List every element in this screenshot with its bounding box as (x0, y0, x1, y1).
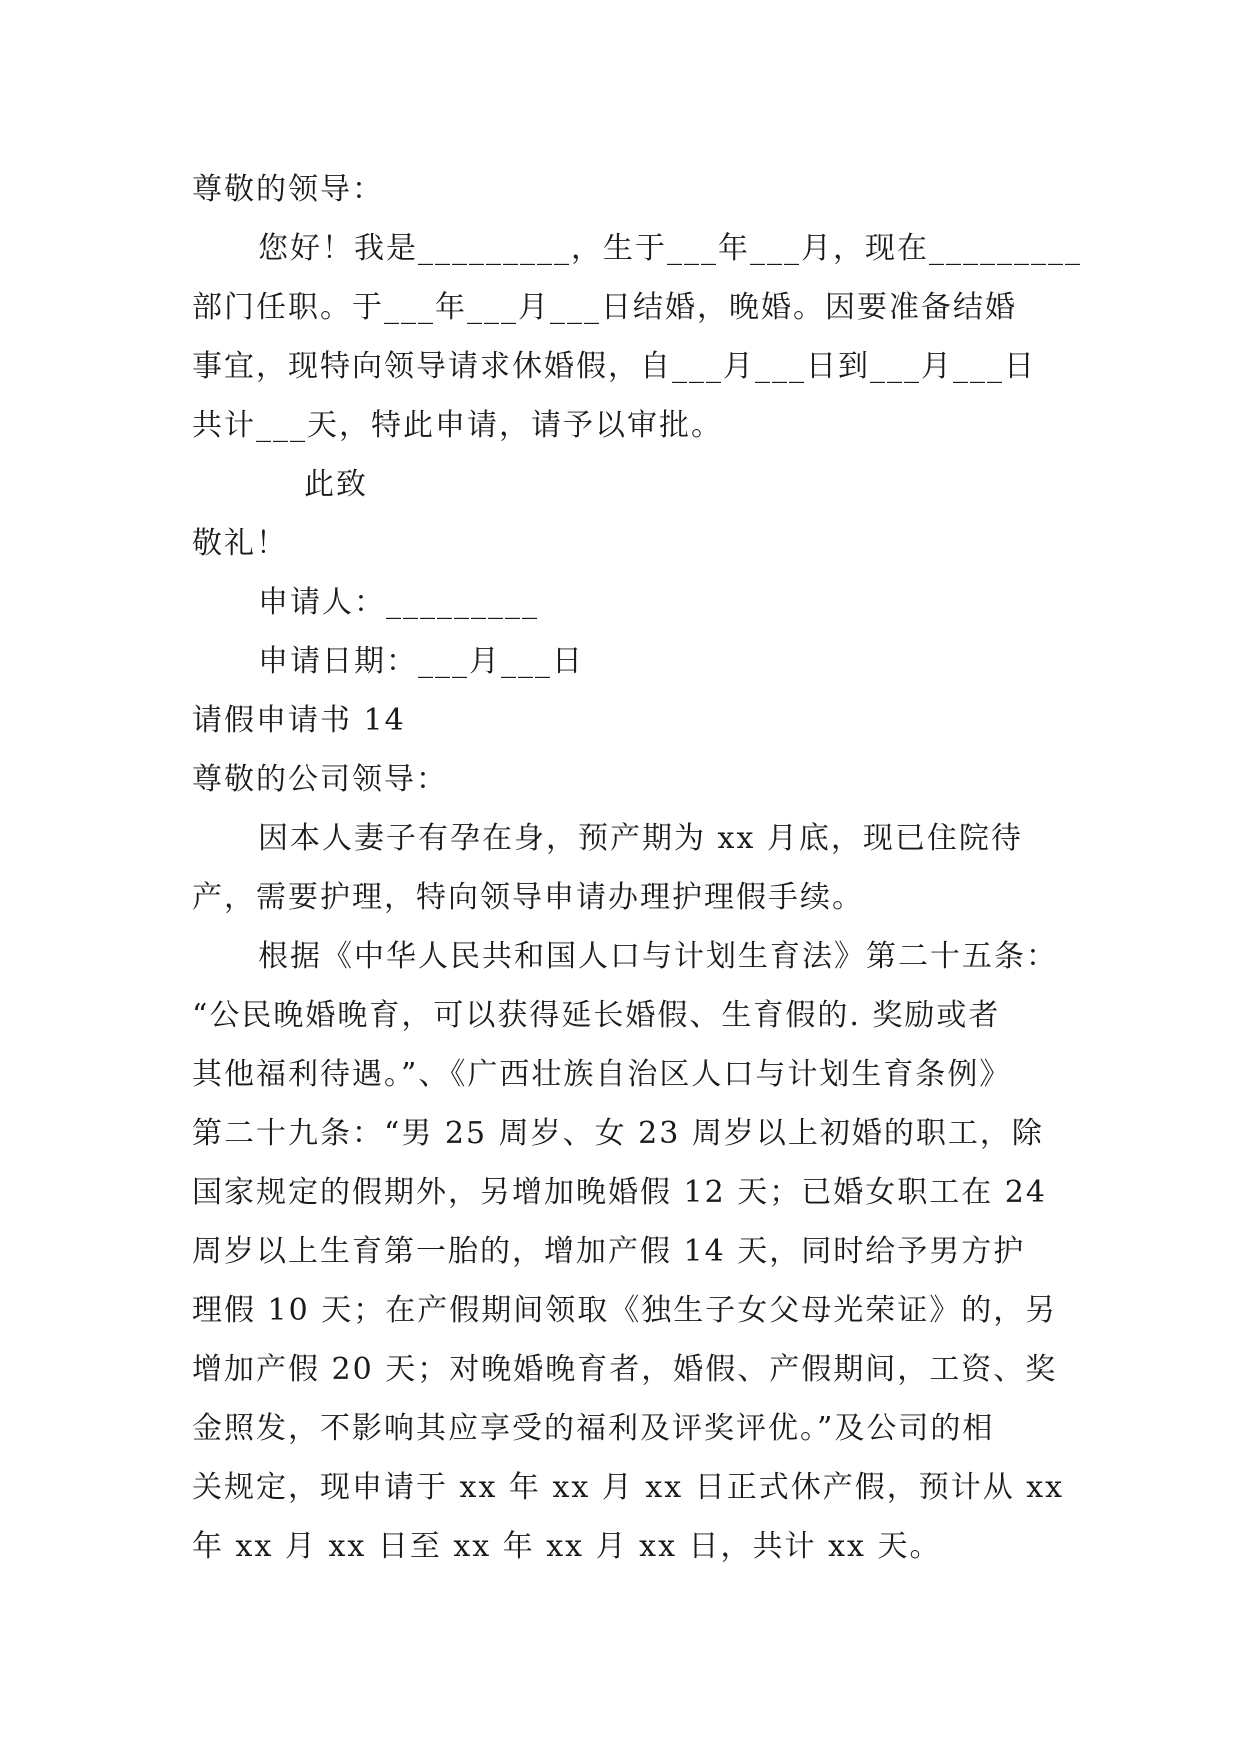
letter2-para2-line: 金照发，不影响其应享受的福利及评奖评优。”及公司的相 (192, 1411, 995, 1446)
letter1-date: 申请日期：___月___日 (258, 644, 584, 679)
letter1-applicant: 申请人：_________ (258, 585, 539, 620)
letter2-para2-line: “公民晚婚晚育，可以获得延长婚假、生育假的. 奖励或者 (192, 998, 1001, 1033)
letter1-body-line: 事宜，现特向领导请求休婚假，自___月___日到___月___日 (192, 349, 1036, 384)
document-body (192, 160, 1082, 1576)
letter1-body-line: 共计___天，特此申请，请予以审批。 (192, 408, 723, 443)
letter2-para2-line: 理假 10 天；在产假期间领取《独生子女父母光荣证》的，另 (192, 1293, 1058, 1328)
letter2-para2-line: 增加产假 20 天；对晚婚晚育者，婚假、产假期间，工资、奖 (192, 1352, 1058, 1387)
letter2-para1-line: 产，需要护理，特向领导申请办理护理假手续。 (192, 880, 864, 915)
letter1-closing-cizhi: 此致 (304, 467, 368, 502)
letter1-closing-jingli: 敬礼！ (192, 526, 288, 561)
letter2-para2-line: 第二十九条：“男 25 周岁、女 23 周岁以上初婚的职工，除 (192, 1116, 1044, 1151)
letter2-salutation: 尊敬的公司领导： (192, 762, 448, 797)
letter2-para2-line: 周岁以上生育第一胎的，增加产假 14 天，同时给予男方护 (192, 1234, 1026, 1269)
letter2-para2-line: 其他福利待遇。”、《广西壮族自治区人口与计划生育条例》 (192, 1057, 1012, 1092)
letter1-body-line: 您好！我是_________，生于___年___月，现在_________ (258, 231, 1082, 266)
letter2-para2-line: 国家规定的假期外，另增加晚婚假 12 天；已婚女职工在 24 (192, 1175, 1047, 1210)
letter2-para2-line: 根据《中华人民共和国人口与计划生育法》第二十五条： (258, 939, 1058, 974)
letter1-body-line: 部门任职。于___年___月___日结婚，晚婚。因要准备结婚 (192, 290, 1017, 325)
letter2-para1-line: 因本人妻子有孕在身，预产期为 xx 月底，现已住院待 (258, 821, 1023, 856)
letter2-para2-line: 年 xx 月 xx 日至 xx 年 xx 月 xx 日，共计 xx 天。 (192, 1529, 942, 1564)
letter1-salutation: 尊敬的领导： (192, 172, 384, 207)
letter2-para2-line: 关规定，现申请于 xx 年 xx 月 xx 日正式休产假，预计从 xx (192, 1470, 1065, 1505)
letter2-title: 请假申请书 14 (192, 703, 406, 738)
